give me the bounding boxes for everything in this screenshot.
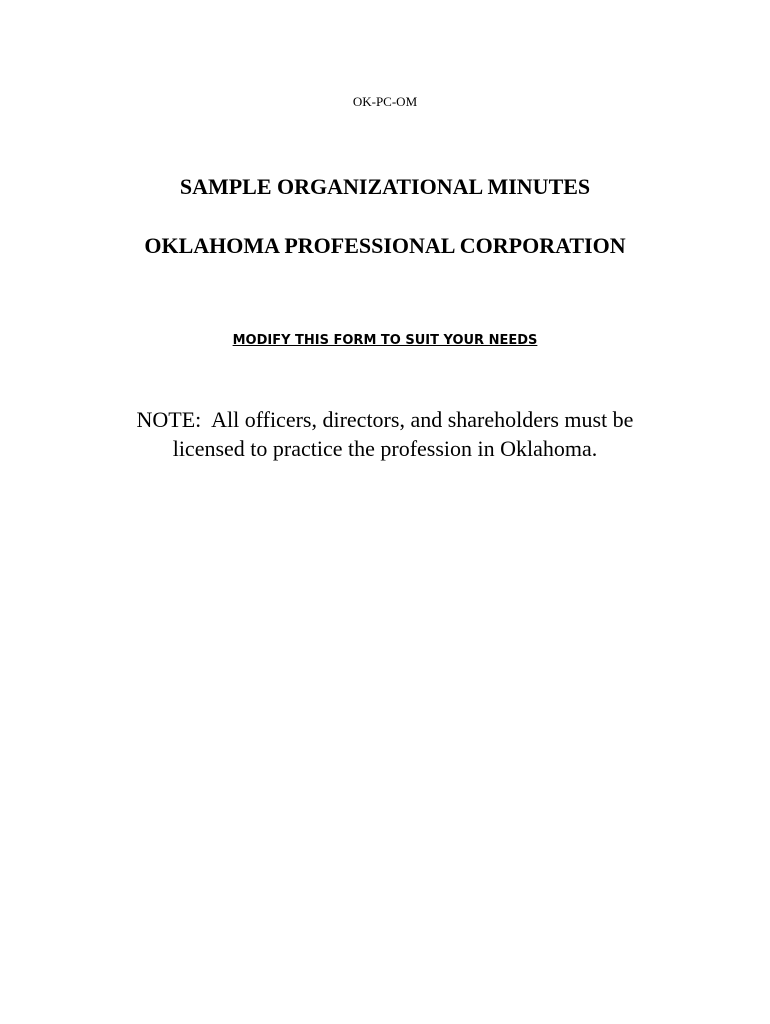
document-code: OK-PC-OM — [352, 94, 418, 109]
note-line: licensed to practice the profession in Oklahoma. — [172, 436, 598, 461]
note-line: NOTE: All officers, directors, and shareholders must be — [136, 407, 634, 432]
instruction-text: MODIFY THIS FORM TO SUIT YOUR NEEDS — [232, 333, 538, 348]
note-paragraph — [85, 405, 685, 463]
document-subtitle: OKLAHOMA PROFESSIONAL CORPORATION — [144, 233, 626, 258]
document-title: SAMPLE ORGANIZATIONAL MINUTES — [179, 174, 591, 199]
